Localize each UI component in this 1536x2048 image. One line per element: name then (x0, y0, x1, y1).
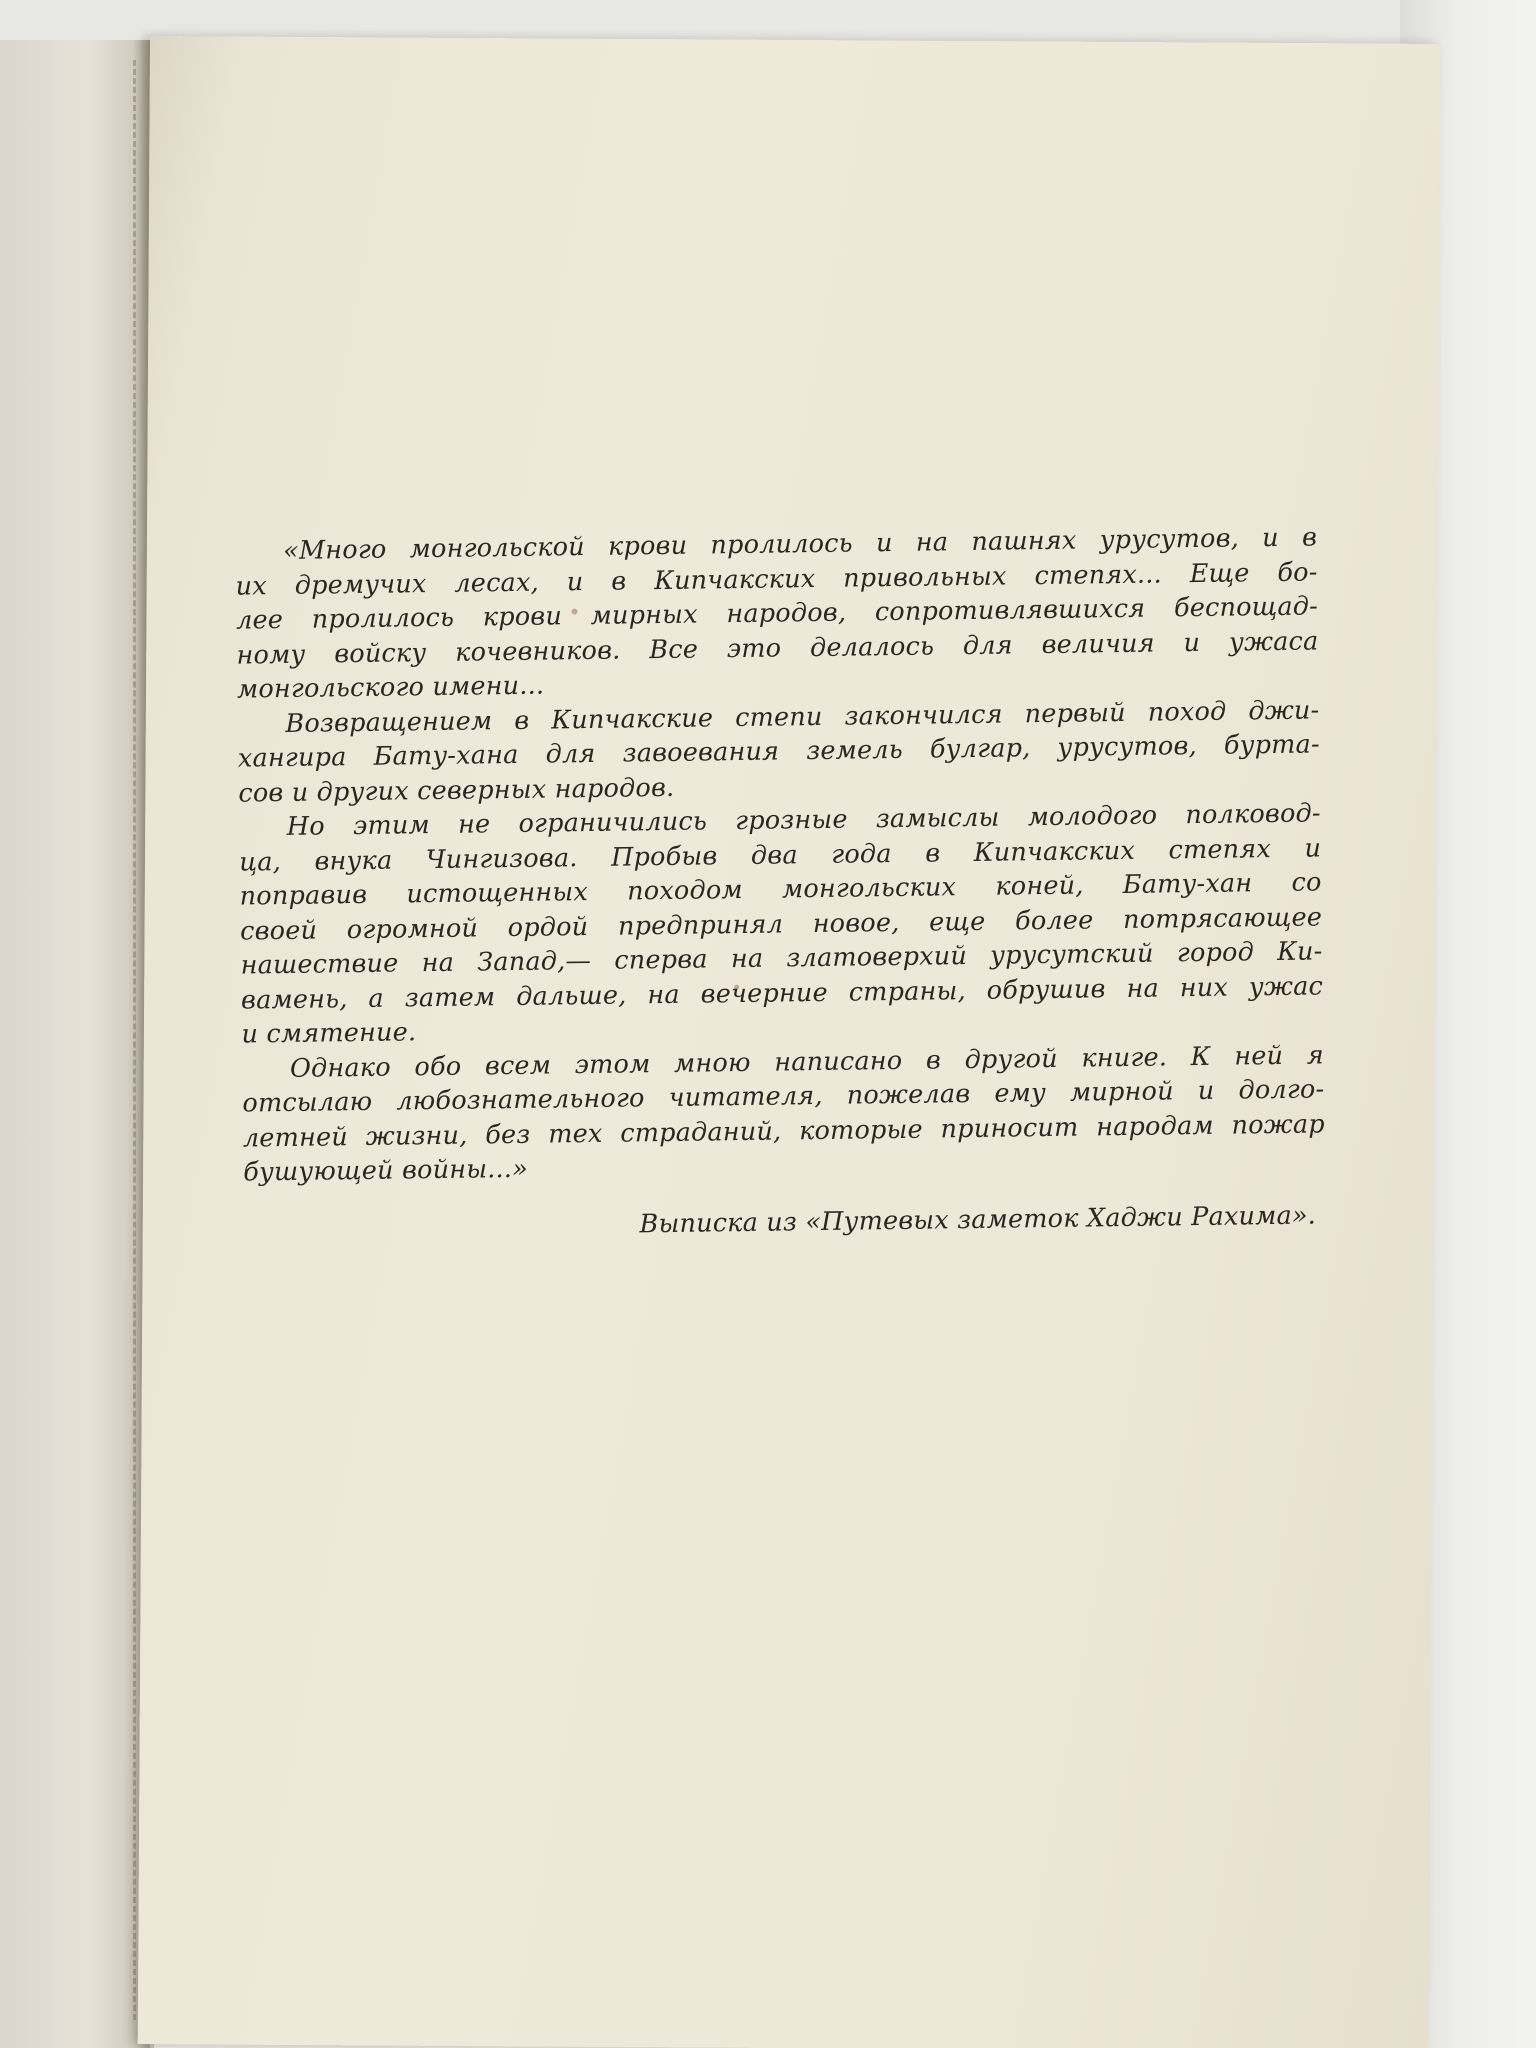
text-line: хангира Бату-хана для завоевания земель булгар, урусутов, бурта- (237, 729, 1321, 774)
text-line: монгольского имени... (236, 670, 545, 705)
book-page (138, 36, 1440, 2048)
text-line: Возвращением в Кипчакские степи закончился первый поход джи- (285, 694, 1320, 739)
text-line: ному войску кочевников. Все это делалось для величия и ужаса (236, 625, 1319, 671)
text-line: лее пролилось крови мирных народов, сопротивлявшихся беспощад- (235, 591, 1319, 636)
paragraph-4 (242, 1038, 1326, 1190)
text-line: нашествие на Запад,— сперва на златоверхий урусутский город Ки- (240, 936, 1323, 981)
text-line: и смятение. (241, 1017, 417, 1050)
text-line: своей огромной ордой предпринял новое, еще более потрясающее (239, 901, 1323, 947)
text-line: сов и других северных народов. (238, 772, 675, 809)
paragraph-3 (239, 796, 1324, 1052)
text-line: бушующей войны...» (243, 1153, 529, 1188)
paragraph-1 (235, 520, 1319, 707)
paragraph-2 (237, 693, 1320, 811)
text-line: Но этим не ограничились грозные замыслы молодого полковод- (286, 798, 1321, 842)
left-page-edge (0, 40, 150, 2048)
text-line: Однако обо всем этом мною написано в другой книге. К ней я (289, 1039, 1325, 1084)
epigraph-text (235, 520, 1326, 1246)
text-line: «Много монгольской крови пролилось и на пашнях урусутов, и в (282, 522, 1318, 566)
text-line: летней жизни, без тех страданий, которые приносит народам пожар (242, 1108, 1325, 1154)
source-attribution: Выписка из «Путевых заметок Хаджи Рахима». (639, 1199, 1317, 1239)
text-line: отсылаю любознательного читателя, пожелав ему мирной и долго- (242, 1074, 1325, 1119)
text-line: вамень, а затем дальше, на вечерние страны, обрушив на них ужас (240, 970, 1324, 1016)
text-line: их дремучих лесах, и в Кипчакских привольных степях... Еще бо- (235, 556, 1318, 602)
text-line: поправив истощенных походом монгольских коней, Бату-хан со (239, 867, 1322, 912)
text-line: ца, внука Чингизова. Пробыв два года в Кипчакских степях и (239, 832, 1322, 878)
